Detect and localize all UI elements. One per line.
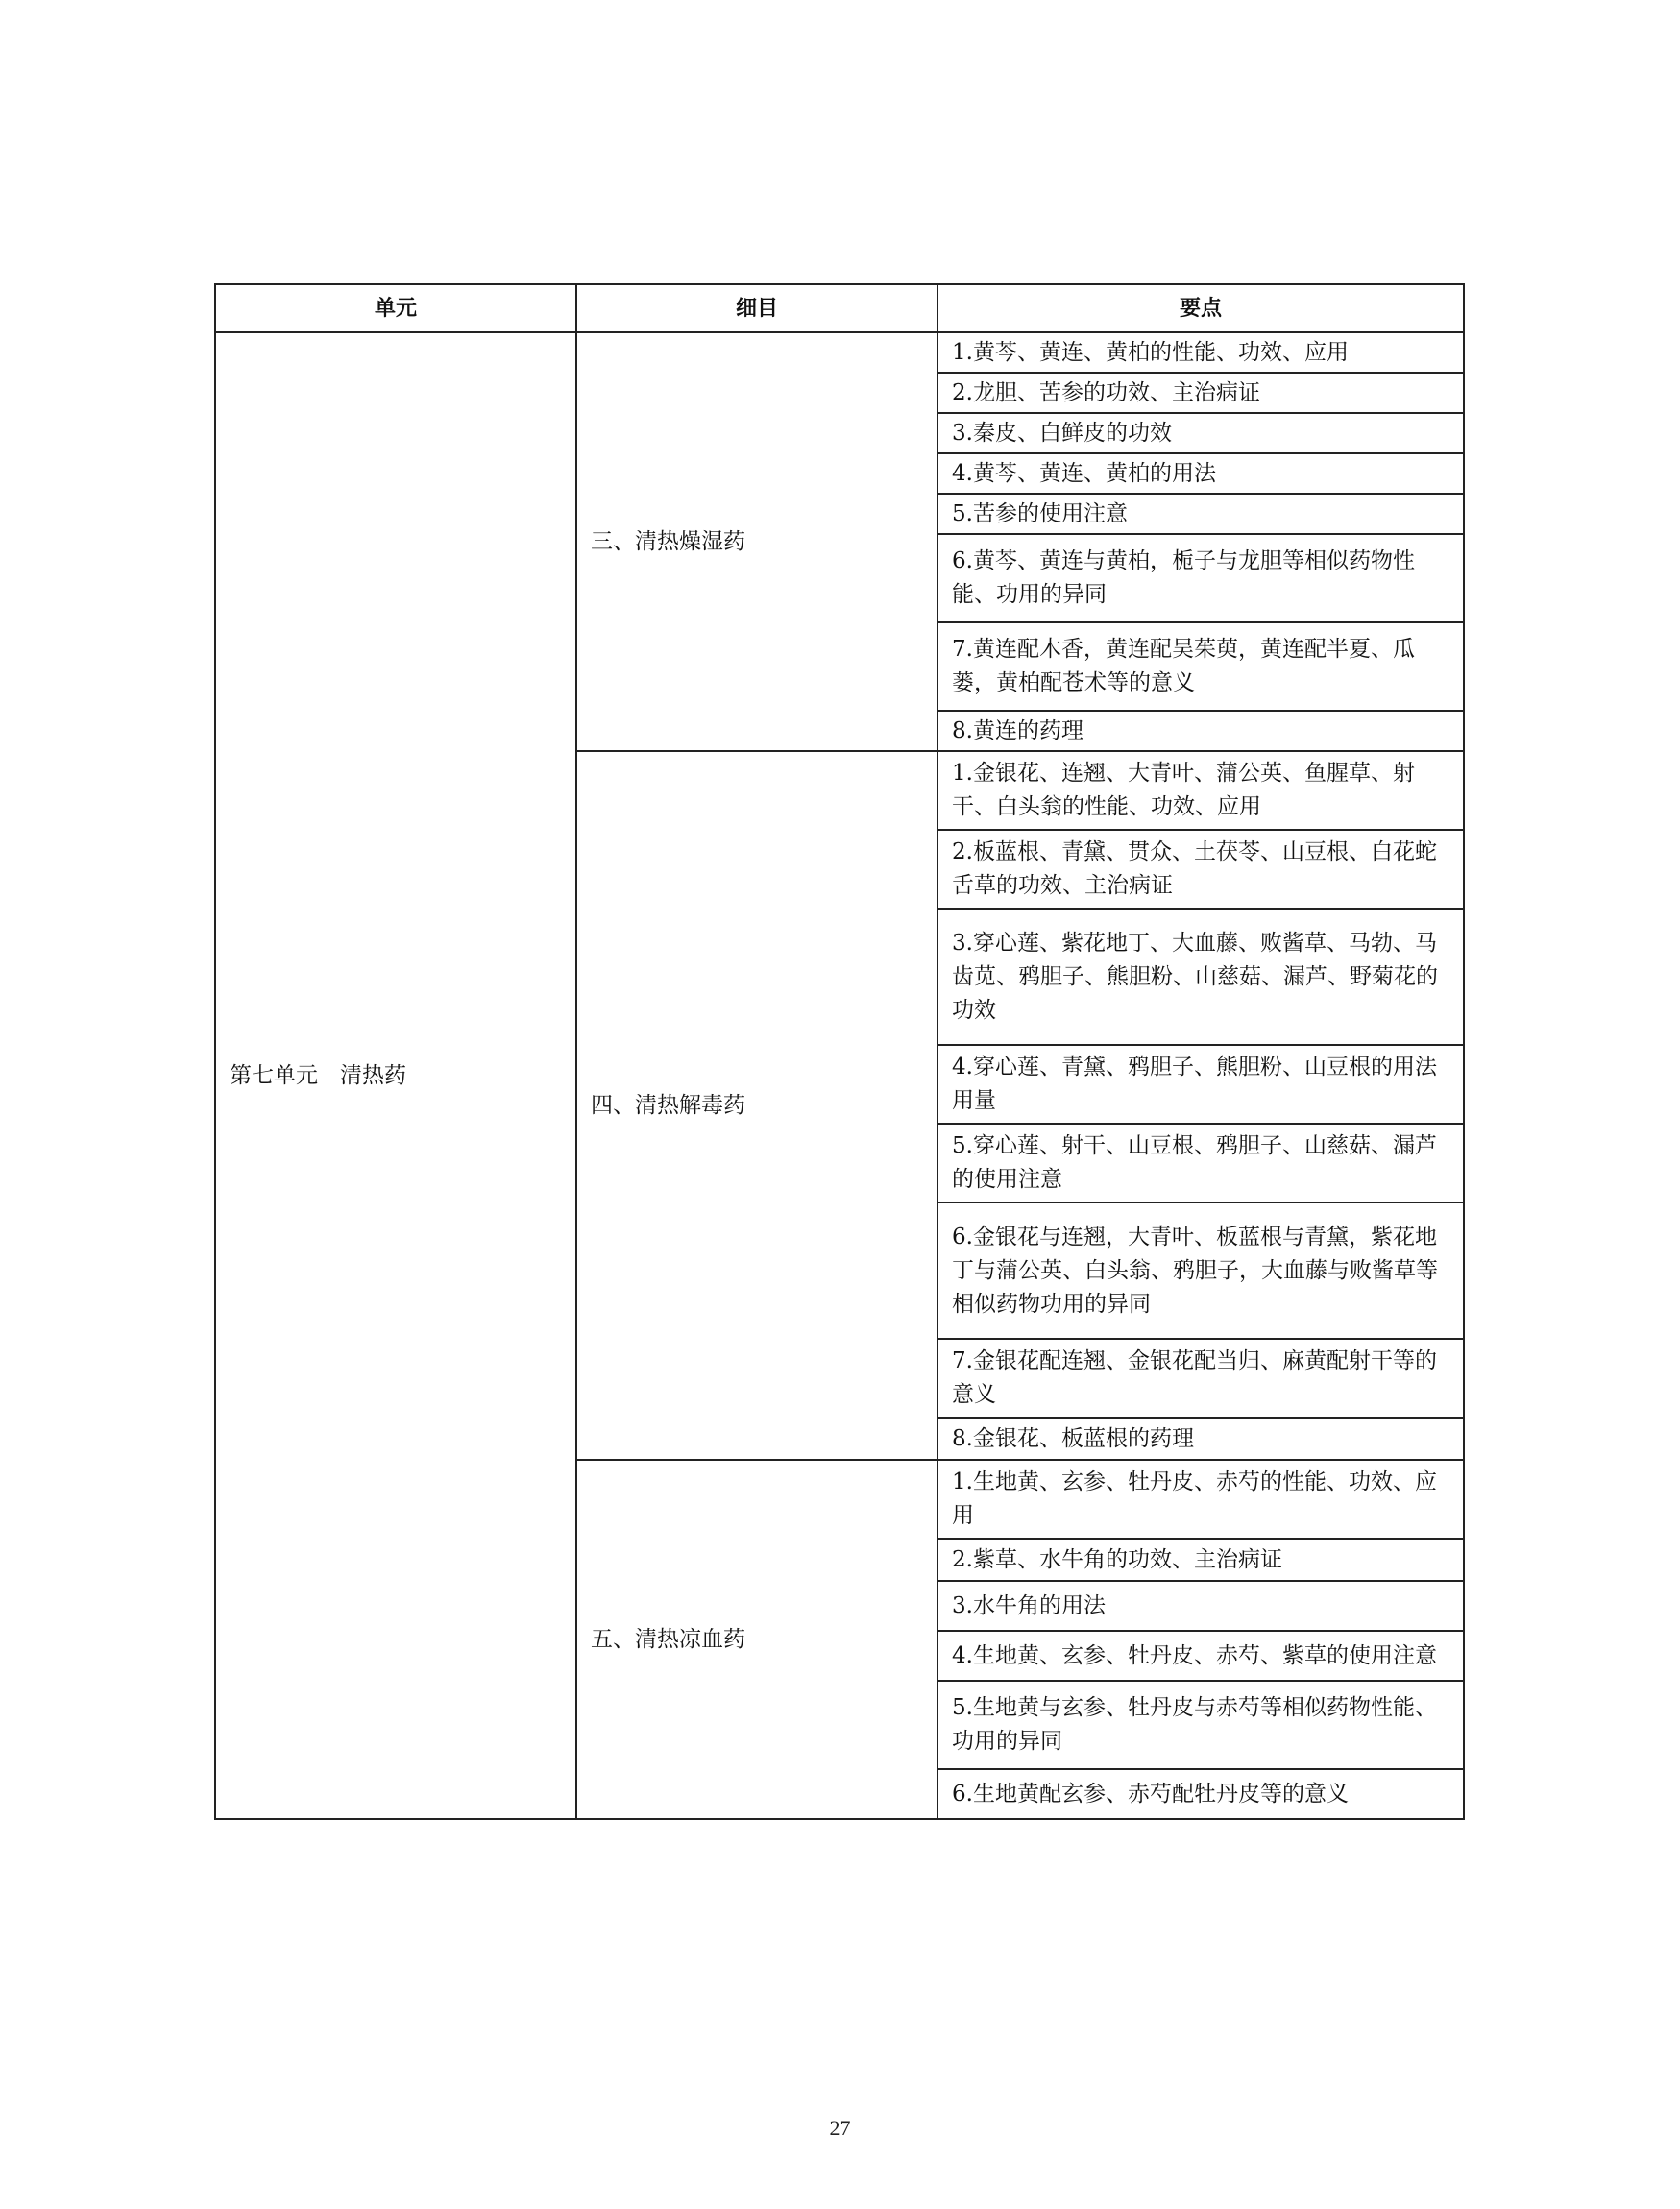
point-cell: 5.苦参的使用注意 bbox=[937, 494, 1464, 534]
detail-cell: 四、清热解毒药 bbox=[576, 751, 937, 1460]
table-body bbox=[215, 332, 1464, 1819]
point-cell: 7.黄连配木香，黄连配吴茱萸，黄连配半夏、瓜蒌，黄柏配苍术等的意义 bbox=[937, 622, 1464, 711]
header-point: 要点 bbox=[937, 284, 1464, 332]
point-cell: 2.龙胆、苦参的功效、主治病证 bbox=[937, 373, 1464, 413]
header-unit: 单元 bbox=[215, 284, 576, 332]
point-cell: 3.穿心莲、紫花地丁、大血藤、败酱草、马勃、马齿苋、鸦胆子、熊胆粉、山慈菇、漏芦、野菊花的功效 bbox=[937, 909, 1464, 1045]
header-row bbox=[215, 284, 1464, 332]
page-number: 27 bbox=[829, 2116, 851, 2140]
point-cell: 2.板蓝根、青黛、贯众、土茯苓、山豆根、白花蛇舌草的功效、主治病证 bbox=[937, 830, 1464, 909]
point-cell: 1.生地黄、玄参、牡丹皮、赤芍的性能、功效、应用 bbox=[937, 1460, 1464, 1539]
detail-cell: 三、清热燥湿药 bbox=[576, 332, 937, 751]
syllabus-sheet bbox=[214, 283, 1463, 1820]
point-cell: 8.金银花、板蓝根的药理 bbox=[937, 1418, 1464, 1460]
syllabus-table bbox=[214, 283, 1465, 1820]
point-cell: 4.生地黄、玄参、牡丹皮、赤芍、紫草的使用注意 bbox=[937, 1631, 1464, 1681]
point-cell: 7.金银花配连翘、金银花配当归、麻黄配射干等的意义 bbox=[937, 1339, 1464, 1418]
point-cell: 4.黄芩、黄连、黄柏的用法 bbox=[937, 453, 1464, 494]
detail-cell: 五、清热凉血药 bbox=[576, 1460, 937, 1819]
header-detail: 细目 bbox=[576, 284, 937, 332]
point-cell: 6.生地黄配玄参、赤芍配牡丹皮等的意义 bbox=[937, 1769, 1464, 1819]
point-cell: 1.黄芩、黄连、黄柏的性能、功效、应用 bbox=[937, 332, 1464, 373]
point-cell: 2.紫草、水牛角的功效、主治病证 bbox=[937, 1539, 1464, 1581]
point-cell: 1.金银花、连翘、大青叶、蒲公英、鱼腥草、射干、白头翁的性能、功效、应用 bbox=[937, 751, 1464, 830]
point-cell: 5.穿心莲、射干、山豆根、鸦胆子、山慈菇、漏芦的使用注意 bbox=[937, 1124, 1464, 1202]
point-cell: 6.黄芩、黄连与黄柏，栀子与龙胆等相似药物性能、功用的异同 bbox=[937, 534, 1464, 622]
point-cell: 5.生地黄与玄参、牡丹皮与赤芍等相似药物性能、功用的异同 bbox=[937, 1681, 1464, 1769]
point-cell: 6.金银花与连翘，大青叶、板蓝根与青黛，紫花地丁与蒲公英、白头翁、鸦胆子，大血藤与败酱草等相似药物功用的异同 bbox=[937, 1202, 1464, 1339]
point-cell: 3.水牛角的用法 bbox=[937, 1581, 1464, 1631]
point-cell: 8.黄连的药理 bbox=[937, 711, 1464, 751]
point-cell: 3.秦皮、白鲜皮的功效 bbox=[937, 413, 1464, 453]
table-row bbox=[215, 332, 1464, 373]
point-cell: 4.穿心莲、青黛、鸦胆子、熊胆粉、山豆根的用法用量 bbox=[937, 1045, 1464, 1124]
unit-cell: 第七单元 清热药 bbox=[215, 332, 576, 1819]
